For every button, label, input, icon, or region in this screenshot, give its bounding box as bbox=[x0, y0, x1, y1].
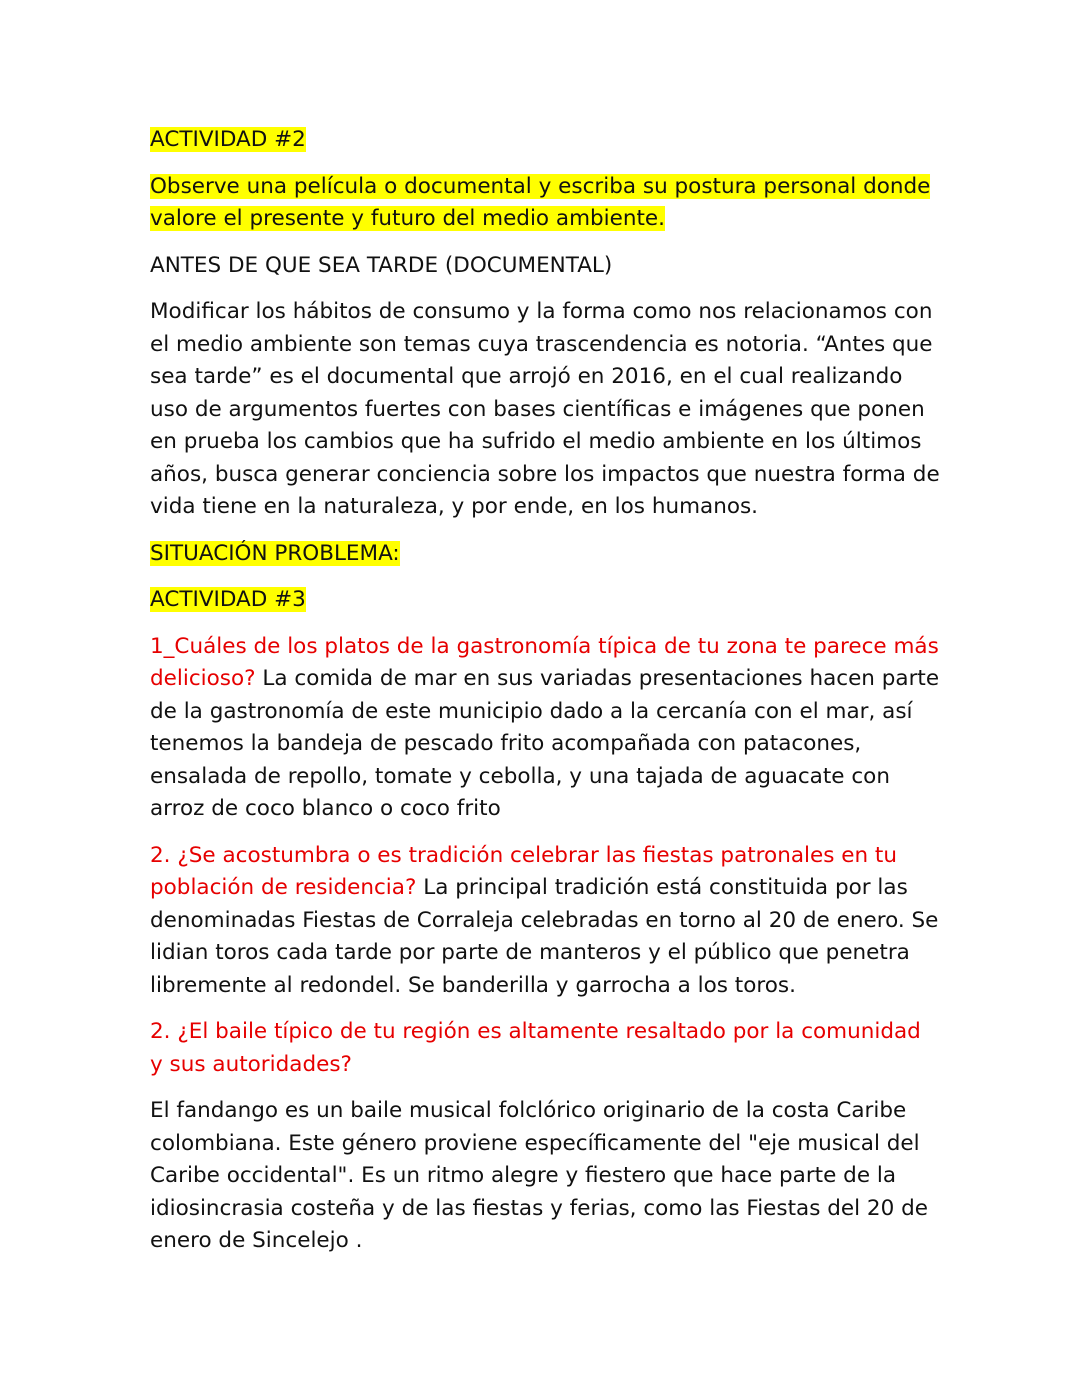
actividad-3-heading: ACTIVIDAD #3 bbox=[150, 587, 306, 612]
question-2: 2. ¿Se acostumbra o es tradición celebrar las fiestas patronales en tu población de residencia? bbox=[150, 842, 897, 900]
document-page bbox=[150, 124, 940, 1272]
question-3: 2. ¿El baile típico de tu región es altamente resaltado por la comunidad y sus autoridades? bbox=[150, 1019, 921, 1077]
documental-title: ANTES DE QUE SEA TARDE (DOCUMENTAL) bbox=[150, 252, 613, 278]
situacion-problema-heading: SITUACIÓN PROBLEMA: bbox=[150, 540, 400, 566]
question-1-block bbox=[150, 631, 940, 826]
question-2-block bbox=[150, 840, 940, 1003]
answer-1: La comida de mar en sus variadas presentaciones hacen parte de la gastronomía de este municipio dado a la cercanía con el mar, así tenemos la bandeja de pescado frito acompañada con patacones, ensalada de repollo, tomate y cebolla, y una tajada de aguacate con arroz de coco blanco o coco frito bbox=[150, 666, 940, 821]
actividad-3-heading-block bbox=[150, 584, 940, 617]
question-3-block bbox=[150, 1016, 940, 1081]
documental-body: Modificar los hábitos de consumo y la forma como nos relacionamos con el medio ambiente son temas cuya trascendencia es notoria. “Antes que sea tarde” es el documental que arrojó en 2016, en el cual realizando uso de argumentos fuertes con bases científicas e imágenes que ponen en prueba los cambios que ha sufrido el medio ambiente en los últimos años, busca generar conciencia sobre los impactos que nuestra forma de vida tiene en la naturaleza, y por ende, en los humanos. bbox=[150, 299, 940, 519]
actividad-2-heading-block bbox=[150, 124, 940, 157]
answer-2: La principal tradición está constituida por las denominadas Fiestas de Corraleja celebradas en torno al 20 de enero. Se lidian toros cada tarde por parte de manteros y el público que penetra libremente al redondel. Se banderilla y garrocha a los toros. bbox=[150, 875, 939, 998]
actividad-2-prompt: Observe una película o documental y escriba su postura personal donde valore el presente y futuro del medio ambiente. bbox=[150, 173, 931, 231]
actividad-2-prompt-block bbox=[150, 171, 940, 236]
situacion-problema-block bbox=[150, 538, 940, 571]
question-1: 1_Cuáles de los platos de la gastronomía típica de tu zona te parece más delicioso? bbox=[150, 633, 939, 691]
answer-3: El fandango es un baile musical folclórico originario de la costa Caribe colombiana. Este género proviene específicamente del "eje musical del Caribe occidental". Es un ritmo alegre y fiestero que hace parte de la idiosincrasia costeña y de las fiestas y ferias, como las Fiestas del 20 de enero de Sincelejo . bbox=[150, 1098, 928, 1253]
actividad-2-heading: ACTIVIDAD #2 bbox=[150, 127, 306, 152]
